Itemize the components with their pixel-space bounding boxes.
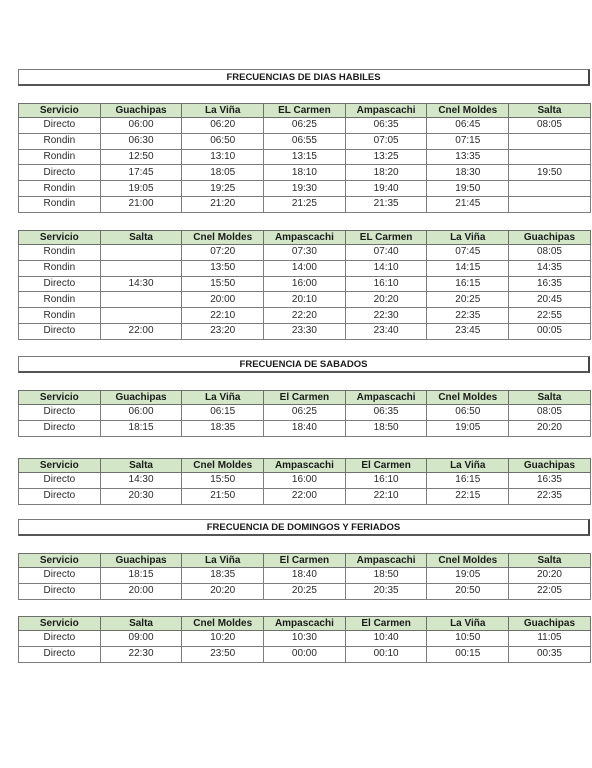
column-header: Salta	[100, 617, 182, 631]
table-row	[19, 323, 591, 339]
column-header: Ampascachi	[345, 104, 427, 118]
service-type-cell: Directo	[19, 473, 101, 489]
departure-time-cell: 10:30	[264, 631, 346, 647]
departure-time-cell: 16:35	[509, 276, 591, 292]
column-header: La Viña	[182, 554, 264, 568]
departure-time-cell: 08:05	[509, 118, 591, 134]
departure-time-cell: 06:00	[100, 405, 182, 421]
departure-time-cell: 14:15	[427, 260, 509, 276]
departure-time-cell: 19:40	[345, 181, 427, 197]
departure-time-cell: 06:35	[345, 118, 427, 134]
departure-time-cell: 06:35	[345, 405, 427, 421]
departure-time-cell: 20:00	[182, 292, 264, 308]
service-type-cell: Directo	[19, 568, 101, 584]
departure-time-cell: 00:00	[264, 646, 346, 662]
column-header: El Carmen	[264, 554, 346, 568]
departure-time-cell: 21:00	[100, 196, 182, 212]
departure-time-cell: 19:30	[264, 181, 346, 197]
departure-time-cell: 23:40	[345, 323, 427, 339]
column-header: Servicio	[19, 459, 101, 473]
departure-time-cell: 20:25	[427, 292, 509, 308]
departure-time-cell: 20:35	[345, 583, 427, 599]
departure-time-cell: 14:00	[264, 260, 346, 276]
schedule-table	[18, 103, 591, 213]
departure-time-cell: 07:30	[264, 245, 346, 261]
departure-time-cell	[509, 196, 591, 212]
departure-time-cell: 08:05	[509, 245, 591, 261]
departure-time-cell: 21:45	[427, 196, 509, 212]
departure-time-cell: 18:35	[182, 420, 264, 436]
departure-time-cell: 21:50	[182, 488, 264, 504]
departure-time-cell: 18:05	[182, 165, 264, 181]
departure-time-cell: 22:05	[509, 583, 591, 599]
table-row	[19, 405, 591, 421]
service-type-cell: Directo	[19, 631, 101, 647]
column-header: La Viña	[182, 391, 264, 405]
departure-time-cell: 13:35	[427, 149, 509, 165]
departure-time-cell: 18:20	[345, 165, 427, 181]
column-header: Guachipas	[100, 554, 182, 568]
column-header: La Viña	[427, 459, 509, 473]
departure-time-cell: 00:05	[509, 323, 591, 339]
departure-time-cell: 22:35	[509, 488, 591, 504]
table-row	[19, 149, 591, 165]
table-row	[19, 473, 591, 489]
departure-time-cell: 18:40	[264, 420, 346, 436]
departure-time-cell: 20:25	[264, 583, 346, 599]
departure-time-cell: 13:15	[264, 149, 346, 165]
departure-time-cell: 21:25	[264, 196, 346, 212]
departure-time-cell: 22:10	[182, 308, 264, 324]
column-header: Ampascachi	[345, 554, 427, 568]
departure-time-cell: 13:25	[345, 149, 427, 165]
service-type-cell: Directo	[19, 646, 101, 662]
departure-time-cell: 06:50	[427, 405, 509, 421]
departure-time-cell: 19:50	[509, 165, 591, 181]
departure-time-cell: 14:10	[345, 260, 427, 276]
departure-time-cell: 07:15	[427, 133, 509, 149]
departure-time-cell: 16:10	[345, 276, 427, 292]
departure-time-cell: 12:50	[100, 149, 182, 165]
departure-time-cell: 14:30	[100, 473, 182, 489]
departure-time-cell: 07:45	[427, 245, 509, 261]
departure-time-cell: 16:10	[345, 473, 427, 489]
departure-time-cell: 22:35	[427, 308, 509, 324]
departure-time-cell: 16:15	[427, 276, 509, 292]
column-header: Servicio	[19, 231, 101, 245]
column-header: Servicio	[19, 104, 101, 118]
section-title-domingos-feriados: FRECUENCIA DE DOMINGOS Y FERIADOS	[18, 519, 590, 536]
table-row	[19, 118, 591, 134]
service-type-cell: Directo	[19, 488, 101, 504]
departure-time-cell: 06:00	[100, 118, 182, 134]
departure-time-cell: 16:35	[509, 473, 591, 489]
column-header: Salta	[509, 104, 591, 118]
column-header: Salta	[509, 554, 591, 568]
departure-time-cell	[509, 149, 591, 165]
departure-time-cell: 20:00	[100, 583, 182, 599]
service-type-cell: Rondin	[19, 245, 101, 261]
departure-time-cell: 06:55	[264, 133, 346, 149]
service-type-cell: Rondin	[19, 133, 101, 149]
column-header: Ampascachi	[264, 459, 346, 473]
departure-time-cell: 00:10	[345, 646, 427, 662]
table-header-row	[19, 391, 591, 405]
column-header: El Carmen	[345, 459, 427, 473]
column-header: Guachipas	[509, 459, 591, 473]
departure-time-cell: 19:05	[427, 420, 509, 436]
table-row	[19, 631, 591, 647]
departure-time-cell	[509, 133, 591, 149]
departure-time-cell: 20:20	[182, 583, 264, 599]
departure-time-cell: 16:00	[264, 473, 346, 489]
table-row	[19, 260, 591, 276]
service-type-cell: Rondin	[19, 292, 101, 308]
departure-time-cell: 16:15	[427, 473, 509, 489]
departure-time-cell: 10:40	[345, 631, 427, 647]
column-header: Cnel Moldes	[427, 554, 509, 568]
departure-time-cell: 15:50	[182, 276, 264, 292]
column-header: Cnel Moldes	[182, 617, 264, 631]
departure-time-cell: 06:45	[427, 118, 509, 134]
departure-time-cell: 18:50	[345, 568, 427, 584]
table-header-row	[19, 617, 591, 631]
departure-time-cell: 23:50	[182, 646, 264, 662]
column-header: Cnel Moldes	[182, 231, 264, 245]
departure-time-cell: 22:55	[509, 308, 591, 324]
table-row	[19, 292, 591, 308]
table-header-row	[19, 231, 591, 245]
schedule-table	[18, 390, 591, 437]
departure-time-cell	[100, 260, 182, 276]
column-header: Guachipas	[509, 231, 591, 245]
departure-time-cell: 06:25	[264, 118, 346, 134]
departure-time-cell: 00:15	[427, 646, 509, 662]
table-row	[19, 488, 591, 504]
column-header: Guachipas	[100, 391, 182, 405]
table-header-row	[19, 104, 591, 118]
service-type-cell: Directo	[19, 118, 101, 134]
departure-time-cell: 20:20	[509, 420, 591, 436]
departure-time-cell: 06:20	[182, 118, 264, 134]
departure-time-cell: 06:50	[182, 133, 264, 149]
departure-time-cell: 20:20	[509, 568, 591, 584]
departure-time-cell: 21:35	[345, 196, 427, 212]
table-header-row	[19, 459, 591, 473]
departure-time-cell: 21:20	[182, 196, 264, 212]
column-header: La Viña	[427, 617, 509, 631]
column-header: La Viña	[182, 104, 264, 118]
table-row	[19, 420, 591, 436]
departure-time-cell	[100, 292, 182, 308]
column-header: El Carmen	[345, 617, 427, 631]
departure-time-cell: 11:05	[509, 631, 591, 647]
departure-time-cell: 10:20	[182, 631, 264, 647]
column-header: Salta	[509, 391, 591, 405]
table-header-row	[19, 554, 591, 568]
schedule-table	[18, 230, 591, 340]
column-header: Ampascachi	[345, 391, 427, 405]
service-type-cell: Directo	[19, 405, 101, 421]
departure-time-cell: 06:25	[264, 405, 346, 421]
departure-time-cell: 07:05	[345, 133, 427, 149]
table-row	[19, 583, 591, 599]
departure-time-cell: 14:35	[509, 260, 591, 276]
table-row	[19, 196, 591, 212]
schedule-table	[18, 553, 591, 600]
schedule-table	[18, 458, 591, 505]
departure-time-cell: 14:30	[100, 276, 182, 292]
service-type-cell: Directo	[19, 276, 101, 292]
departure-time-cell: 17:45	[100, 165, 182, 181]
table-row	[19, 568, 591, 584]
departure-time-cell: 10:50	[427, 631, 509, 647]
departure-time-cell: 22:15	[427, 488, 509, 504]
departure-time-cell: 18:30	[427, 165, 509, 181]
column-header: Cnel Moldes	[427, 104, 509, 118]
departure-time-cell: 19:25	[182, 181, 264, 197]
departure-time-cell: 23:45	[427, 323, 509, 339]
service-type-cell: Directo	[19, 165, 101, 181]
departure-time-cell: 23:20	[182, 323, 264, 339]
column-header: Salta	[100, 231, 182, 245]
departure-time-cell: 20:10	[264, 292, 346, 308]
column-header: Guachipas	[100, 104, 182, 118]
service-type-cell: Directo	[19, 323, 101, 339]
service-type-cell: Directo	[19, 583, 101, 599]
departure-time-cell: 13:50	[182, 260, 264, 276]
departure-time-cell: 09:00	[100, 631, 182, 647]
column-header: Servicio	[19, 554, 101, 568]
section-title-dias-habiles: FRECUENCIAS DE DIAS HABILES	[18, 69, 590, 86]
departure-time-cell: 22:00	[100, 323, 182, 339]
departure-time-cell: 06:15	[182, 405, 264, 421]
column-header: El Carmen	[264, 391, 346, 405]
column-header: Salta	[100, 459, 182, 473]
service-type-cell: Rondin	[19, 260, 101, 276]
departure-time-cell: 15:50	[182, 473, 264, 489]
departure-time-cell: 19:05	[100, 181, 182, 197]
table-row	[19, 308, 591, 324]
departure-time-cell: 22:30	[345, 308, 427, 324]
column-header: EL Carmen	[345, 231, 427, 245]
column-header: Ampascachi	[264, 231, 346, 245]
departure-time-cell: 18:15	[100, 568, 182, 584]
column-header: Cnel Moldes	[182, 459, 264, 473]
departure-time-cell: 18:50	[345, 420, 427, 436]
departure-time-cell: 20:45	[509, 292, 591, 308]
column-header: La Viña	[427, 231, 509, 245]
service-type-cell: Rondin	[19, 196, 101, 212]
departure-time-cell: 22:30	[100, 646, 182, 662]
service-type-cell: Rondin	[19, 181, 101, 197]
departure-time-cell: 19:50	[427, 181, 509, 197]
table-row	[19, 276, 591, 292]
column-header: Cnel Moldes	[427, 391, 509, 405]
departure-time-cell: 20:20	[345, 292, 427, 308]
departure-time-cell: 08:05	[509, 405, 591, 421]
column-header: Guachipas	[509, 617, 591, 631]
departure-time-cell: 07:40	[345, 245, 427, 261]
departure-time-cell	[100, 308, 182, 324]
departure-time-cell: 23:30	[264, 323, 346, 339]
departure-time-cell: 06:30	[100, 133, 182, 149]
column-header: Servicio	[19, 391, 101, 405]
column-header: EL Carmen	[264, 104, 346, 118]
departure-time-cell: 07:20	[182, 245, 264, 261]
schedule-table	[18, 616, 591, 663]
departure-time-cell: 16:00	[264, 276, 346, 292]
column-header: Servicio	[19, 617, 101, 631]
departure-time-cell: 22:20	[264, 308, 346, 324]
departure-time-cell: 20:30	[100, 488, 182, 504]
departure-time-cell: 18:35	[182, 568, 264, 584]
departure-time-cell: 20:50	[427, 583, 509, 599]
departure-time-cell: 18:15	[100, 420, 182, 436]
departure-time-cell: 19:05	[427, 568, 509, 584]
table-row	[19, 646, 591, 662]
service-type-cell: Rondin	[19, 149, 101, 165]
table-row	[19, 165, 591, 181]
departure-time-cell: 18:40	[264, 568, 346, 584]
service-type-cell: Directo	[19, 420, 101, 436]
departure-time-cell: 18:10	[264, 165, 346, 181]
departure-time-cell: 22:00	[264, 488, 346, 504]
departure-time-cell: 13:10	[182, 149, 264, 165]
section-title-sabados: FRECUENCIA DE SABADOS	[18, 356, 590, 373]
departure-time-cell	[509, 181, 591, 197]
service-type-cell: Rondin	[19, 308, 101, 324]
departure-time-cell: 22:10	[345, 488, 427, 504]
table-row	[19, 245, 591, 261]
departure-time-cell: 00:35	[509, 646, 591, 662]
table-row	[19, 133, 591, 149]
departure-time-cell	[100, 245, 182, 261]
column-header: Ampascachi	[264, 617, 346, 631]
table-row	[19, 181, 591, 197]
